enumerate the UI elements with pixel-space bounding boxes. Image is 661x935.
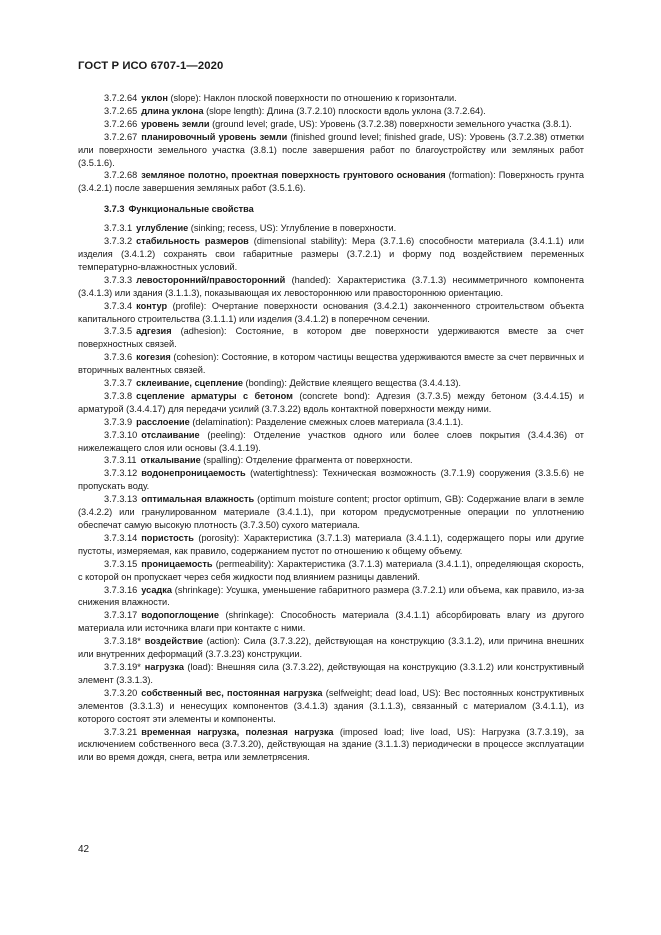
entry-definition: (permeability): Характеристика (3.7.1.3) материала (3.4.1.1), определяющая скорость, с которой он пропускает через себя жидкости под влиянием разницы давлений. — [78, 558, 584, 582]
term-entry — [78, 558, 584, 584]
entry-term: углубление — [136, 223, 189, 234]
entry-term: контур — [136, 300, 168, 311]
entries-after — [78, 222, 584, 764]
entry-term: усадка — [141, 584, 172, 595]
term-entry — [78, 169, 584, 195]
section-number: 3.7.3 — [104, 204, 125, 215]
term-entry — [78, 532, 584, 558]
term-entry — [78, 274, 584, 300]
entry-term: расслоение — [136, 416, 190, 427]
entry-number: 3.7.2.67 — [104, 131, 138, 142]
entry-definition: (handed): Характеристика (3.7.1.3) несимметричного компонента (3.4.1.3) или здания (3.1.1.3), показывающая их левостороннюю или правостороннюю ориентацию. — [78, 274, 584, 298]
entry-definition: (concrete bond): Адгезия (3.7.3.5) между бетоном (3.4.4.15) и арматурой (3.4.4.17) для передачи усилий (3.7.3.22) вдоль контактной поверхности между ними. — [78, 390, 584, 414]
entry-number: 3.7.3.1 — [104, 223, 133, 234]
entry-term: адгезия — [136, 326, 172, 337]
entry-definition: (action): Сила (3.7.3.22), действующая на конструкцию (3.3.1.2), или причина внешних или внутренних деформаций (3.7.3.23) конструкции. — [78, 636, 584, 660]
term-entry — [78, 609, 584, 635]
entry-number: 3.7.2.65 — [104, 105, 138, 116]
entry-definition: (dimensional stability): Мера (3.7.1.6) способности материала (3.4.1.1) или изделия (3.4.1.2) сохранять свои габаритные размеры (3.7.2.1) и форму под воздействием переменных температурно-влажностных условий. — [78, 236, 584, 272]
entry-definition: (shrinkage): Усушка, уменьшение габаритного размера (3.7.2.1) или объема, как правило, из-за снижения влажности. — [78, 584, 584, 608]
term-entry — [78, 235, 584, 274]
entry-number: 3.7.3.2 — [104, 236, 133, 247]
entry-definition: (slope): Наклон плоской поверхности по отношению к горизонтали. — [167, 93, 457, 103]
entry-number: 3.7.2.68 — [104, 170, 138, 181]
term-entry — [78, 325, 584, 351]
entry-definition: (cohesion): Состояние, в котором частицы вещества удерживаются вместе за счет первичных и вторичных валентных связей. — [78, 352, 584, 376]
term-entry — [78, 351, 584, 377]
entry-number: 3.7.3.20 — [104, 687, 138, 698]
entry-number: 3.7.3.6 — [104, 352, 133, 363]
term-entry — [78, 661, 584, 687]
entry-definition: (load): Внешняя сила (3.7.3.22), действующая на конструкцию (3.3.1.2) или конструктивный элемент (3.3.1.3). — [78, 661, 584, 685]
entry-definition: (imposed load; live load, US): Нагрузка (3.7.3.19), за исключением собственного веса (3.7.3.20), действующая на здание (3.1.1.3) периодически в процессе эксплуатации или во время дождя, снега, ветра или землетрясения. — [78, 726, 584, 763]
entry-definition: (optimum moisture content; proctor optimum, GB): Содержание влаги в земле (3.4.2.2) или гранулированном материале (3.4.1.1), при котором предусмотренные операции по уплотнению обеспечат самую высокую плотность (3.7.3.50) сухого материала. — [78, 494, 584, 530]
term-entry — [78, 687, 584, 726]
entry-term: уклон — [141, 93, 168, 103]
entry-term: воздействие — [144, 636, 203, 647]
entry-term: отслаивание — [141, 429, 200, 440]
entry-number: 3.7.3.7 — [104, 378, 133, 389]
entry-definition: (peeling): Отделение участков одного или более слоев покрытия (3.4.4.36) от нижележащего слоя или основы (3.4.1.19). — [78, 429, 584, 453]
entry-term: проницаемость — [141, 558, 213, 569]
term-entry — [78, 222, 584, 235]
entry-number: 3.7.3.12 — [104, 468, 138, 479]
entry-definition: (finished ground level; finished grade, US): Уровень (3.7.2.38) отметки или поверхности земельного участка (3.8.1) после завершения работ по благоустройству или земляных работ (3.5.1.6). — [78, 131, 584, 168]
term-entry — [78, 377, 584, 390]
entry-term: стабильность размеров — [136, 236, 249, 247]
entry-number: 3.7.2.66 — [104, 118, 138, 129]
section-title: Функциональные свойства — [128, 204, 254, 215]
term-entry — [78, 416, 584, 429]
entry-number: 3.7.3.8 — [104, 390, 133, 401]
entry-term: нагрузка — [144, 661, 185, 672]
entry-definition: (adhesion): Состояние, в котором две поверхности удерживаются вместе за счет поверхностных связей. — [78, 326, 584, 350]
entry-definition: (porosity): Характеристика (3.7.1.3) материала (3.4.1.1), содержащего поры или другие пустоты, измеряемая, как правило, содержанием пустот по отношению к общему объему. — [78, 532, 584, 556]
entry-definition: (shrinkage): Способность материала (3.4.1.1) абсорбировать влагу из другого материала или источника влаги при контакте с ними. — [78, 610, 584, 634]
term-entry — [78, 584, 584, 610]
entry-term: когезия — [136, 352, 171, 363]
entry-number: 3.7.3.17 — [104, 610, 138, 621]
term-entry — [78, 105, 584, 118]
entry-definition: (spalling): Отделение фрагмента от поверхности. — [200, 455, 413, 466]
term-entry — [78, 454, 584, 467]
term-entry — [78, 390, 584, 416]
entry-term: собственный вес, постоянная нагрузка — [141, 687, 323, 698]
document-body — [78, 92, 584, 764]
term-entry — [78, 300, 584, 326]
entry-term: земляное полотно, проектная поверхность грунтового основания — [141, 170, 446, 181]
entry-term: левосторонний/правосторонний — [136, 274, 286, 285]
entry-number: 3.7.3.5 — [104, 326, 133, 337]
term-entry — [78, 92, 584, 105]
term-entry — [78, 726, 584, 765]
entry-number: 3.7.3.16 — [104, 584, 138, 595]
entry-number: 3.7.3.4 — [104, 300, 133, 311]
page-number: 42 — [78, 844, 90, 855]
entry-definition: (delamination): Разделение смежных слоев материала (3.4.1.1). — [189, 416, 464, 427]
term-entry — [78, 131, 584, 170]
entry-term: склеивание, сцепление — [136, 378, 243, 389]
entry-term: пористость — [141, 532, 194, 543]
entry-number: 3.7.3.21 — [104, 726, 138, 737]
entry-term: водонепроницаемость — [141, 468, 246, 479]
entry-number: 3.7.3.9 — [104, 416, 133, 427]
entry-term: откалывание — [140, 455, 201, 466]
entry-number: 3.7.2.64 — [104, 93, 138, 103]
section-heading — [78, 203, 584, 216]
entry-term: планировочный уровень земли — [141, 131, 288, 142]
entry-definition: (profile): Очертание поверхности основания (3.4.2.1) законченного строительством объекта капитального строительства (3.1.1.1) или изделия (3.4.1.2) в поперечном сечении. — [78, 300, 584, 324]
entry-number: 3.7.3.14 — [104, 532, 138, 543]
entry-definition: (bonding): Действие клеящего вещества (3.4.4.13). — [243, 378, 461, 389]
entries-before — [78, 92, 584, 195]
entry-definition: (watertightness): Техническая возможность (3.7.1.9) сооружения (3.3.5.6) не пропускать воду. — [78, 468, 584, 492]
entry-term: сцепление арматуры с бетоном — [136, 390, 293, 401]
term-entry — [78, 635, 584, 661]
entry-number: 3.7.3.11 — [104, 455, 137, 466]
entry-term: водопоглощение — [141, 610, 219, 621]
entry-number: 3.7.3.13 — [104, 494, 138, 505]
entry-term: временная нагрузка, полезная нагрузка — [141, 726, 334, 737]
entry-number: 3.7.3.19* — [104, 661, 141, 672]
entry-number: 3.7.3.18* — [104, 636, 141, 647]
entry-number: 3.7.3.15 — [104, 558, 138, 569]
entry-term: длина уклона — [141, 105, 204, 116]
entry-definition: (slope length): Длина (3.7.2.10) плоскости вдоль уклона (3.7.2.64). — [203, 105, 486, 116]
entry-term: уровень земли — [141, 118, 210, 129]
document-header: ГОСТ Р ИСО 6707-1—2020 — [78, 60, 224, 72]
entry-number: 3.7.3.3 — [104, 274, 133, 285]
entry-definition: (ground level; grade, US): Уровень (3.7.2.38) поверхности земельного участка (3.8.1). — [209, 118, 572, 129]
entry-definition: (formation): Поверхность грунта (3.4.2.1) после завершения земляных работ (3.5.1.6). — [78, 170, 585, 194]
entry-term: оптимальная влажность — [141, 494, 255, 505]
term-entry — [78, 493, 584, 532]
entry-definition: (selfweight; dead load, US): Вес постоянных конструктивных элементов (3.3.1.3) и ненесущих компонентов (3.4.1.3) здания (3.1.1.3), связанный с материалом (3.4.1.1), из которого состоят эти элементы и компоненты. — [78, 687, 584, 724]
entry-definition: (sinking; recess, US): Углубление в поверхности. — [188, 223, 397, 234]
term-entry — [78, 118, 584, 131]
term-entry — [78, 429, 584, 455]
term-entry — [78, 467, 584, 493]
entry-number: 3.7.3.10 — [104, 429, 138, 440]
